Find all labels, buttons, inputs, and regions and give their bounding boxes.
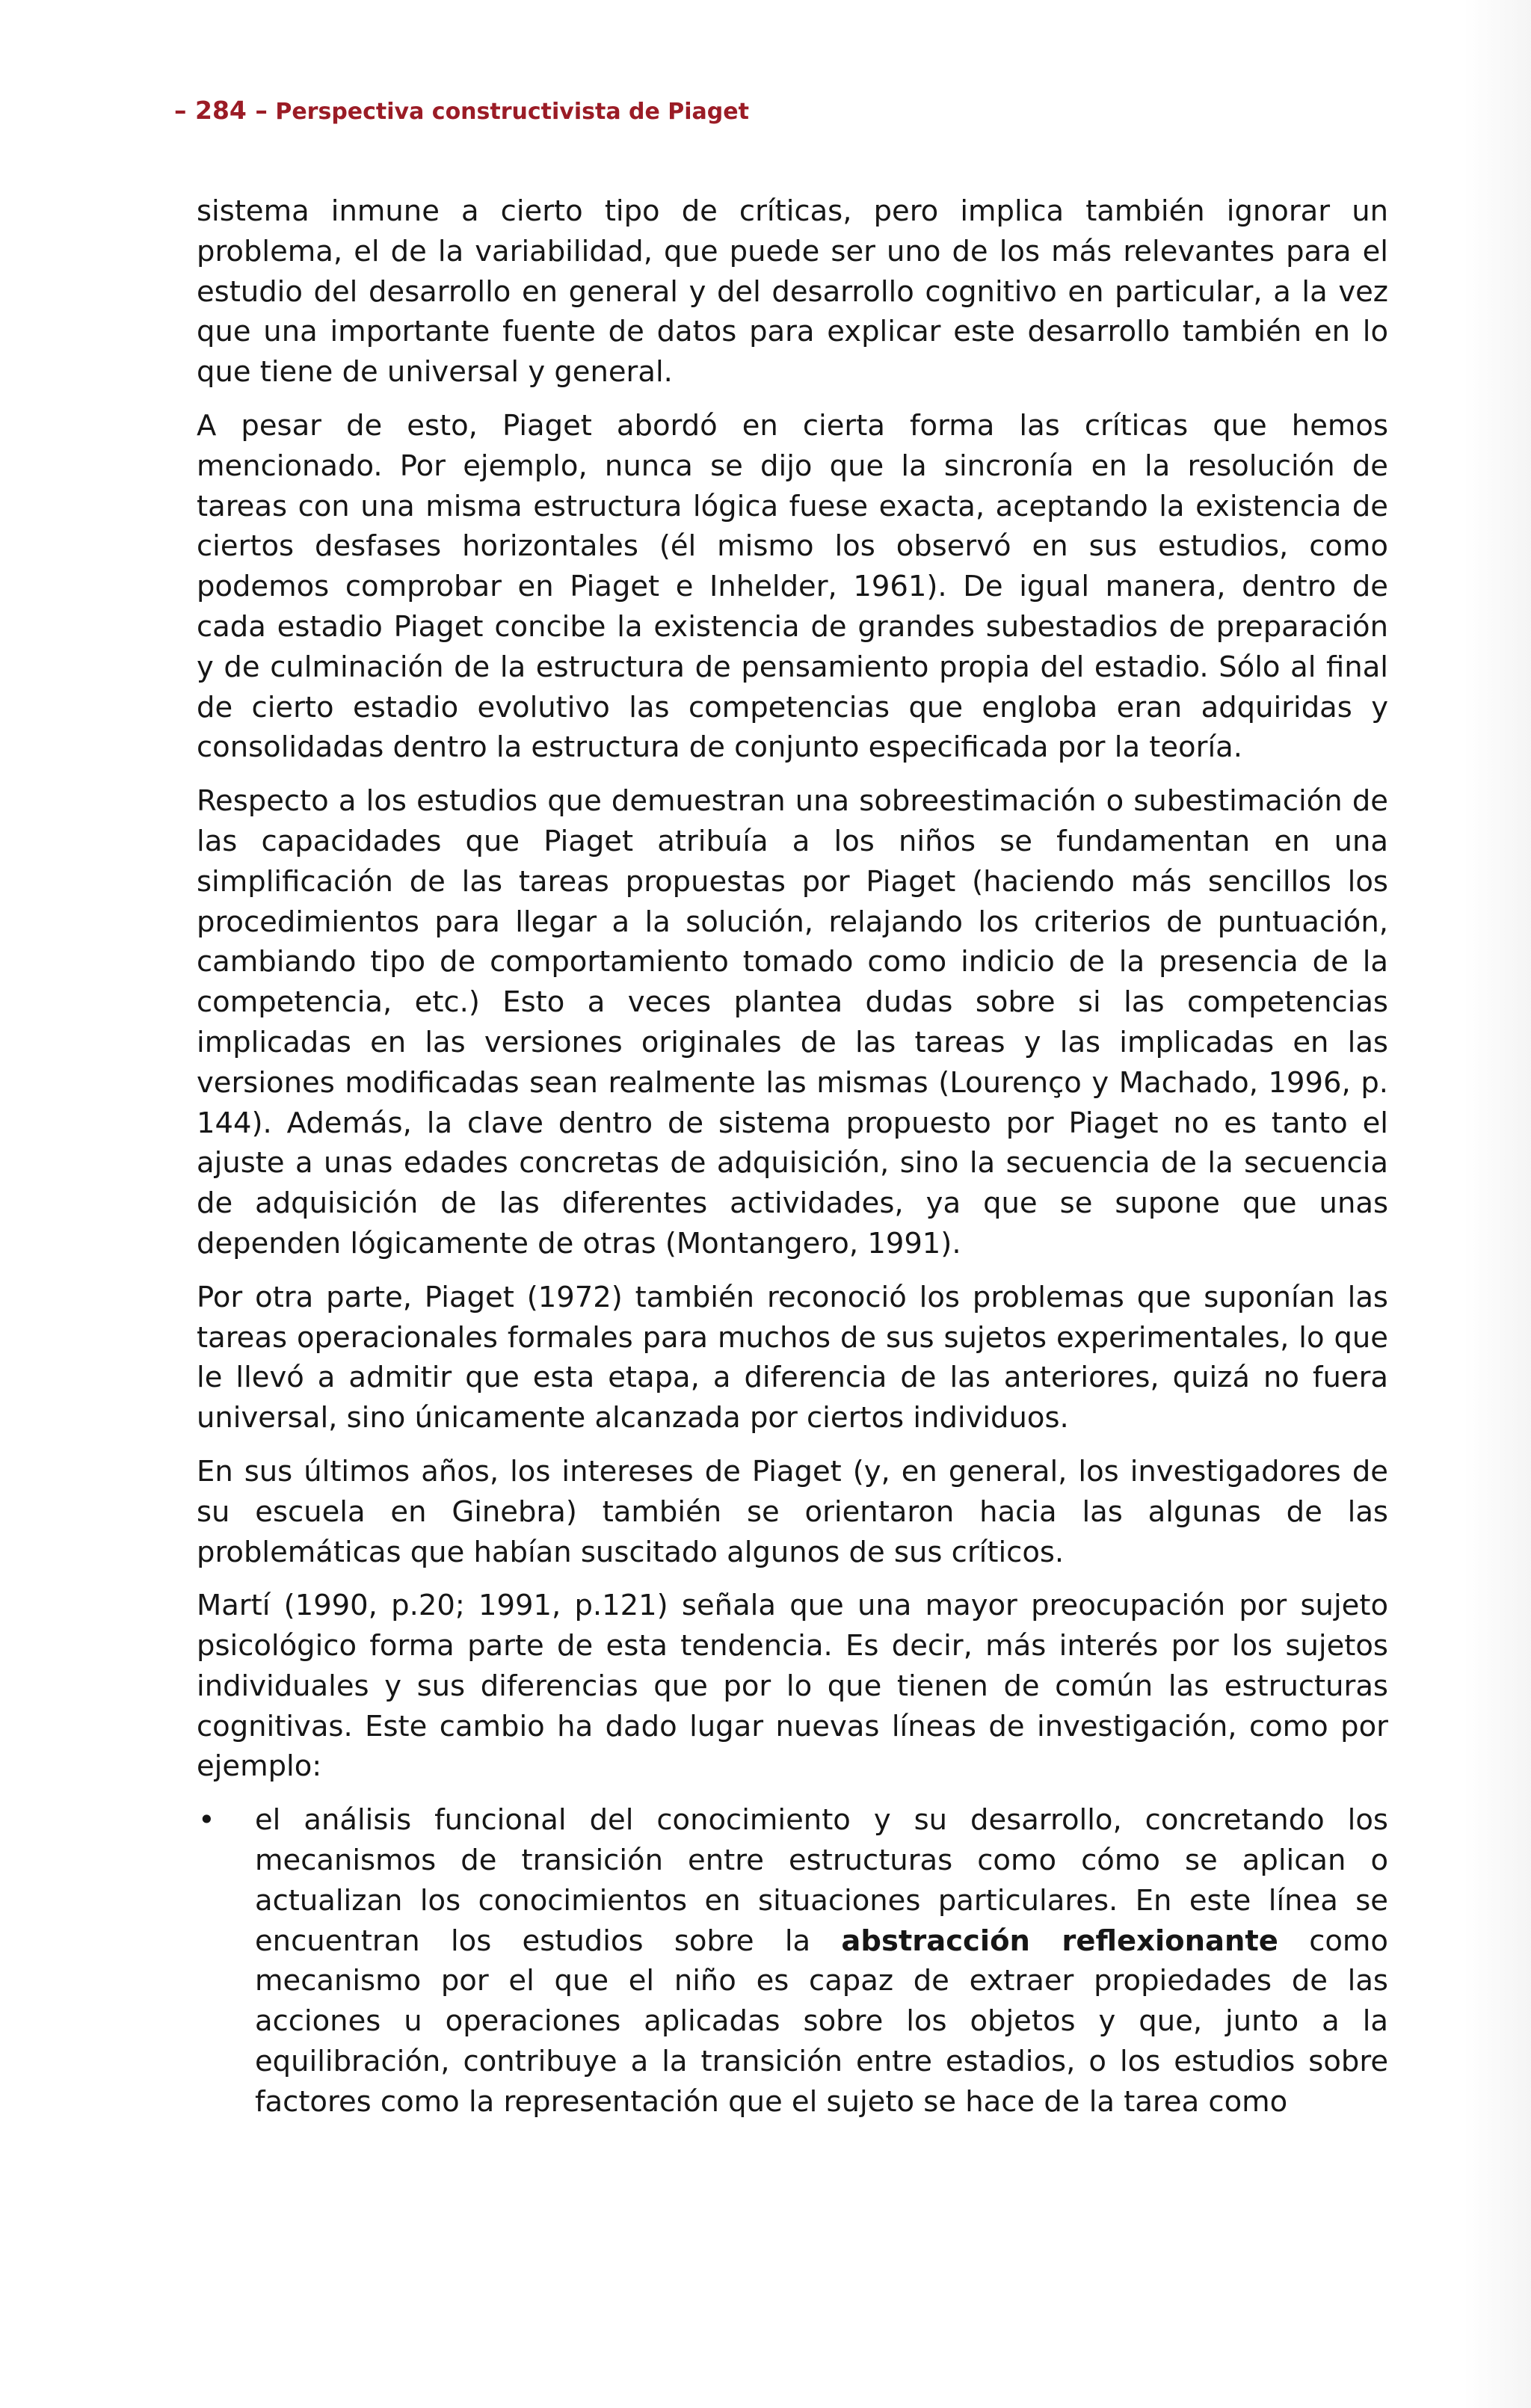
paragraph-3: Respecto a los estudios que demuestran una sobreestimación o subestimación de las capacidades que Piaget atribuía a los niños se fundamentan en una simplificación de las tareas propuestas por Piaget (haciendo más sencillos los procedimientos para llegar a la solución, relajando los criterios de puntuación, cambiando tipo de comportamiento tomado como indicio de la presencia de la competencia, etc.) Esto a veces plantea dudas sobre si las competencias implicadas en las versiones originales de las tareas y las implicadas en las versiones modificadas sean realmente las mismas (Lourenço y Machado, 1996, p. 144). Además, la clave dentro de sistema propuesto por Piaget no es tanto el ajuste a unas edades concretas de adquisición, sino la secuencia de la secuencia de adquisición de las diferentes actividades, ya que se supone que unas dependen lógicamente de otras (Montangero, 1991). xyxy=(197,784,1388,1260)
bullet-marker: • xyxy=(198,1803,215,1838)
page-edge-shadow xyxy=(1464,0,1531,2408)
paragraph-6: Martí (1990, p.20; 1991, p.121) señala que una mayor preocupación por sujeto psicológico forma parte de esta tendencia. Es decir, más interés por los sujetos individuales y sus diferencias que por lo que tienen de común las estructuras cognitivas. Este cambio ha dado lugar nuevas líneas de investigación, como por ejemplo: xyxy=(197,1589,1388,1784)
bullet-item xyxy=(197,1800,1388,2122)
paragraph-5: En sus últimos años, los intereses de Piaget (y, en general, los investigadores de su escuela en Ginebra) también se orientaron hacia las algunas de las problemáticas que habían suscitado algunos de sus críticos. xyxy=(197,1454,1388,1569)
bold-term: abstracción reflexionante xyxy=(841,1924,1278,1958)
paragraph-4: Por otra parte, Piaget (1972) también reconoció los problemas que suponían las tareas operacionales formales para muchos de sus sujetos experimentales, lo que le llevó a admitir que esta etapa, a diferencia de las anteriores, quizá no fuera universal, sino únicamente alcanzada por ciertos individuos. xyxy=(197,1280,1388,1435)
running-header xyxy=(174,96,749,125)
bullet-list xyxy=(197,1800,1388,2122)
paragraph-2: A pesar de esto, Piaget abordó en cierta forma las críticas que hemos mencionado. Por ejemplo, nunca se dijo que la sincronía en la resolución de tareas con una misma estructura lógica fuese exacta, aceptando la existencia de ciertos desfases horizontales (él mismo los observó en sus estudios, como podemos comprobar en Piaget e Inhelder, 1961). De igual manera, dentro de cada estadio Piaget concibe la existencia de grandes subestadios de preparación y de culminación de la estructura de pensamiento propia del estadio. Sólo al final de cierto estadio evolutivo las competencias que engloba eran adquiridas y consolidadas dentro la estructura de conjunto especificada por la teoría. xyxy=(197,408,1388,765)
running-title: Perspectiva constructivista de Piaget xyxy=(275,99,749,125)
bullet-text-end: como mecanismo por el que el niño es capaz de extraer propiedades de las acciones u operaciones aplicadas sobre los objetos y que, junto a la equilibración, contribuye a la transición entre estadios, o los estudios sobre factores como la representación que el sujeto se hace de la tarea como xyxy=(255,1924,1388,2119)
body-text xyxy=(197,191,1388,2122)
paragraph-1: sistema inmune a cierto tipo de críticas, pero implica también ignorar un problema, el de la variabilidad, que puede ser uno de los más relevantes para el estudio del desarrollo en general y del desarrollo cognitivo en particular, a la vez que una importante fuente de datos para explicar este desarrollo también en lo que tiene de universal y general. xyxy=(197,194,1388,389)
page-number: – 284 – xyxy=(174,96,268,125)
bullet-text-start: el análisis funcional del conocimiento y su desarrollo, concretando los mecanismos de transición entre estructuras como cómo se aplican o actualizan los conocimientos en situaciones particulares. En este línea se encuentran los estudios sobre la xyxy=(255,1803,1388,1958)
